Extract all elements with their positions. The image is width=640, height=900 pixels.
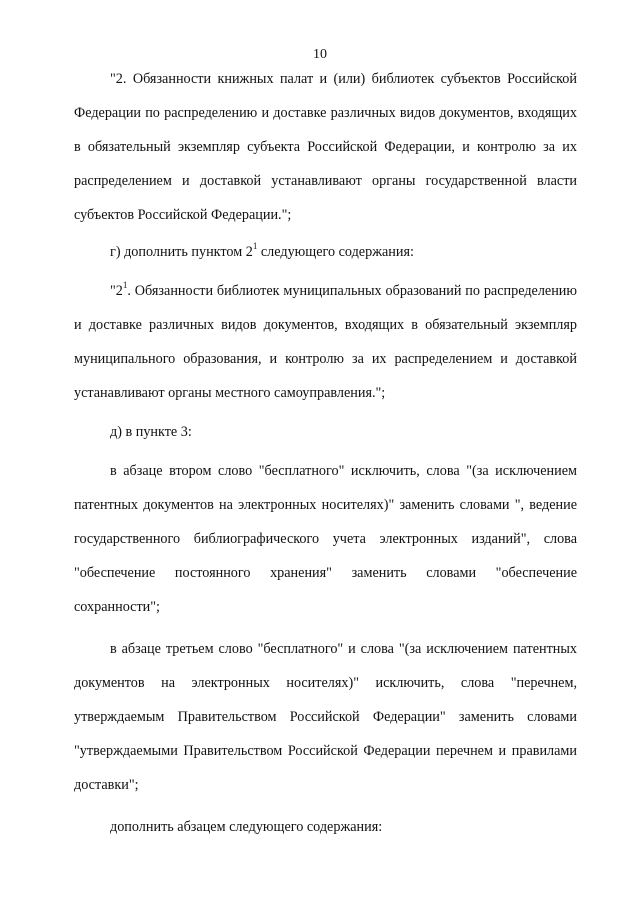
superscript-index: 1 [252, 241, 258, 252]
paragraph-clause-2-1-text: . Обязанности библиотек муниципальных образований по распределению и доставке различных видов документов, входящих в обязательный экземпляр муниципального образования, и контролю за их распределением и доставкой устанавливают органы местного самоуправления."; [74, 283, 577, 401]
page-number: 10 [313, 47, 327, 62]
paragraph-subitem-g-text: г) дополнить пунктом 2 [110, 244, 253, 260]
paragraph-subitem-d: д) в пункте 3: [110, 424, 192, 440]
paragraph-clause-2: "2. Обязанности книжных палат и (или) библиотек субъектов Российской Федерации по распределению и доставке различных видов документов, входящих в обязательный экземпляр субъекта Российской Федерации, и контролю за их распределением и доставкой устанавливают органы государственной власти субъектов Российской Федерации."; [74, 71, 577, 223]
paragraph-clause-2-1 [74, 274, 577, 410]
paragraph-subitem-g-text-end: следующего содержания: [257, 244, 414, 260]
paragraph-clause-2-1-start: "2 [110, 283, 123, 299]
superscript-index: 1 [122, 280, 128, 291]
paragraph-second-abzac: в абзаце втором слово "бесплатного" исключить, слова "(за исключением патентных документов на электронных носителях)" заменить словами ", ведение государственного библиографического учета электронных изданий", слова "обеспечение постоянного хранения" заменить словами "обеспечение сохранности"; [74, 463, 577, 615]
paragraph-add-abzac: дополнить абзацем следующего содержания: [110, 819, 383, 835]
paragraph-third-abzac: в абзаце третьем слово "бесплатного" и слова "(за исключением патентных документов на электронных носителях)" исключить, слова "перечнем, утверждаемым Правительством Российской Федерации" заменить словами "утверждаемыми Правительством Российской Федерации перечнем и правилами доставки"; [74, 641, 577, 793]
document-body [74, 62, 577, 844]
paragraph-subitem-g [74, 235, 577, 269]
